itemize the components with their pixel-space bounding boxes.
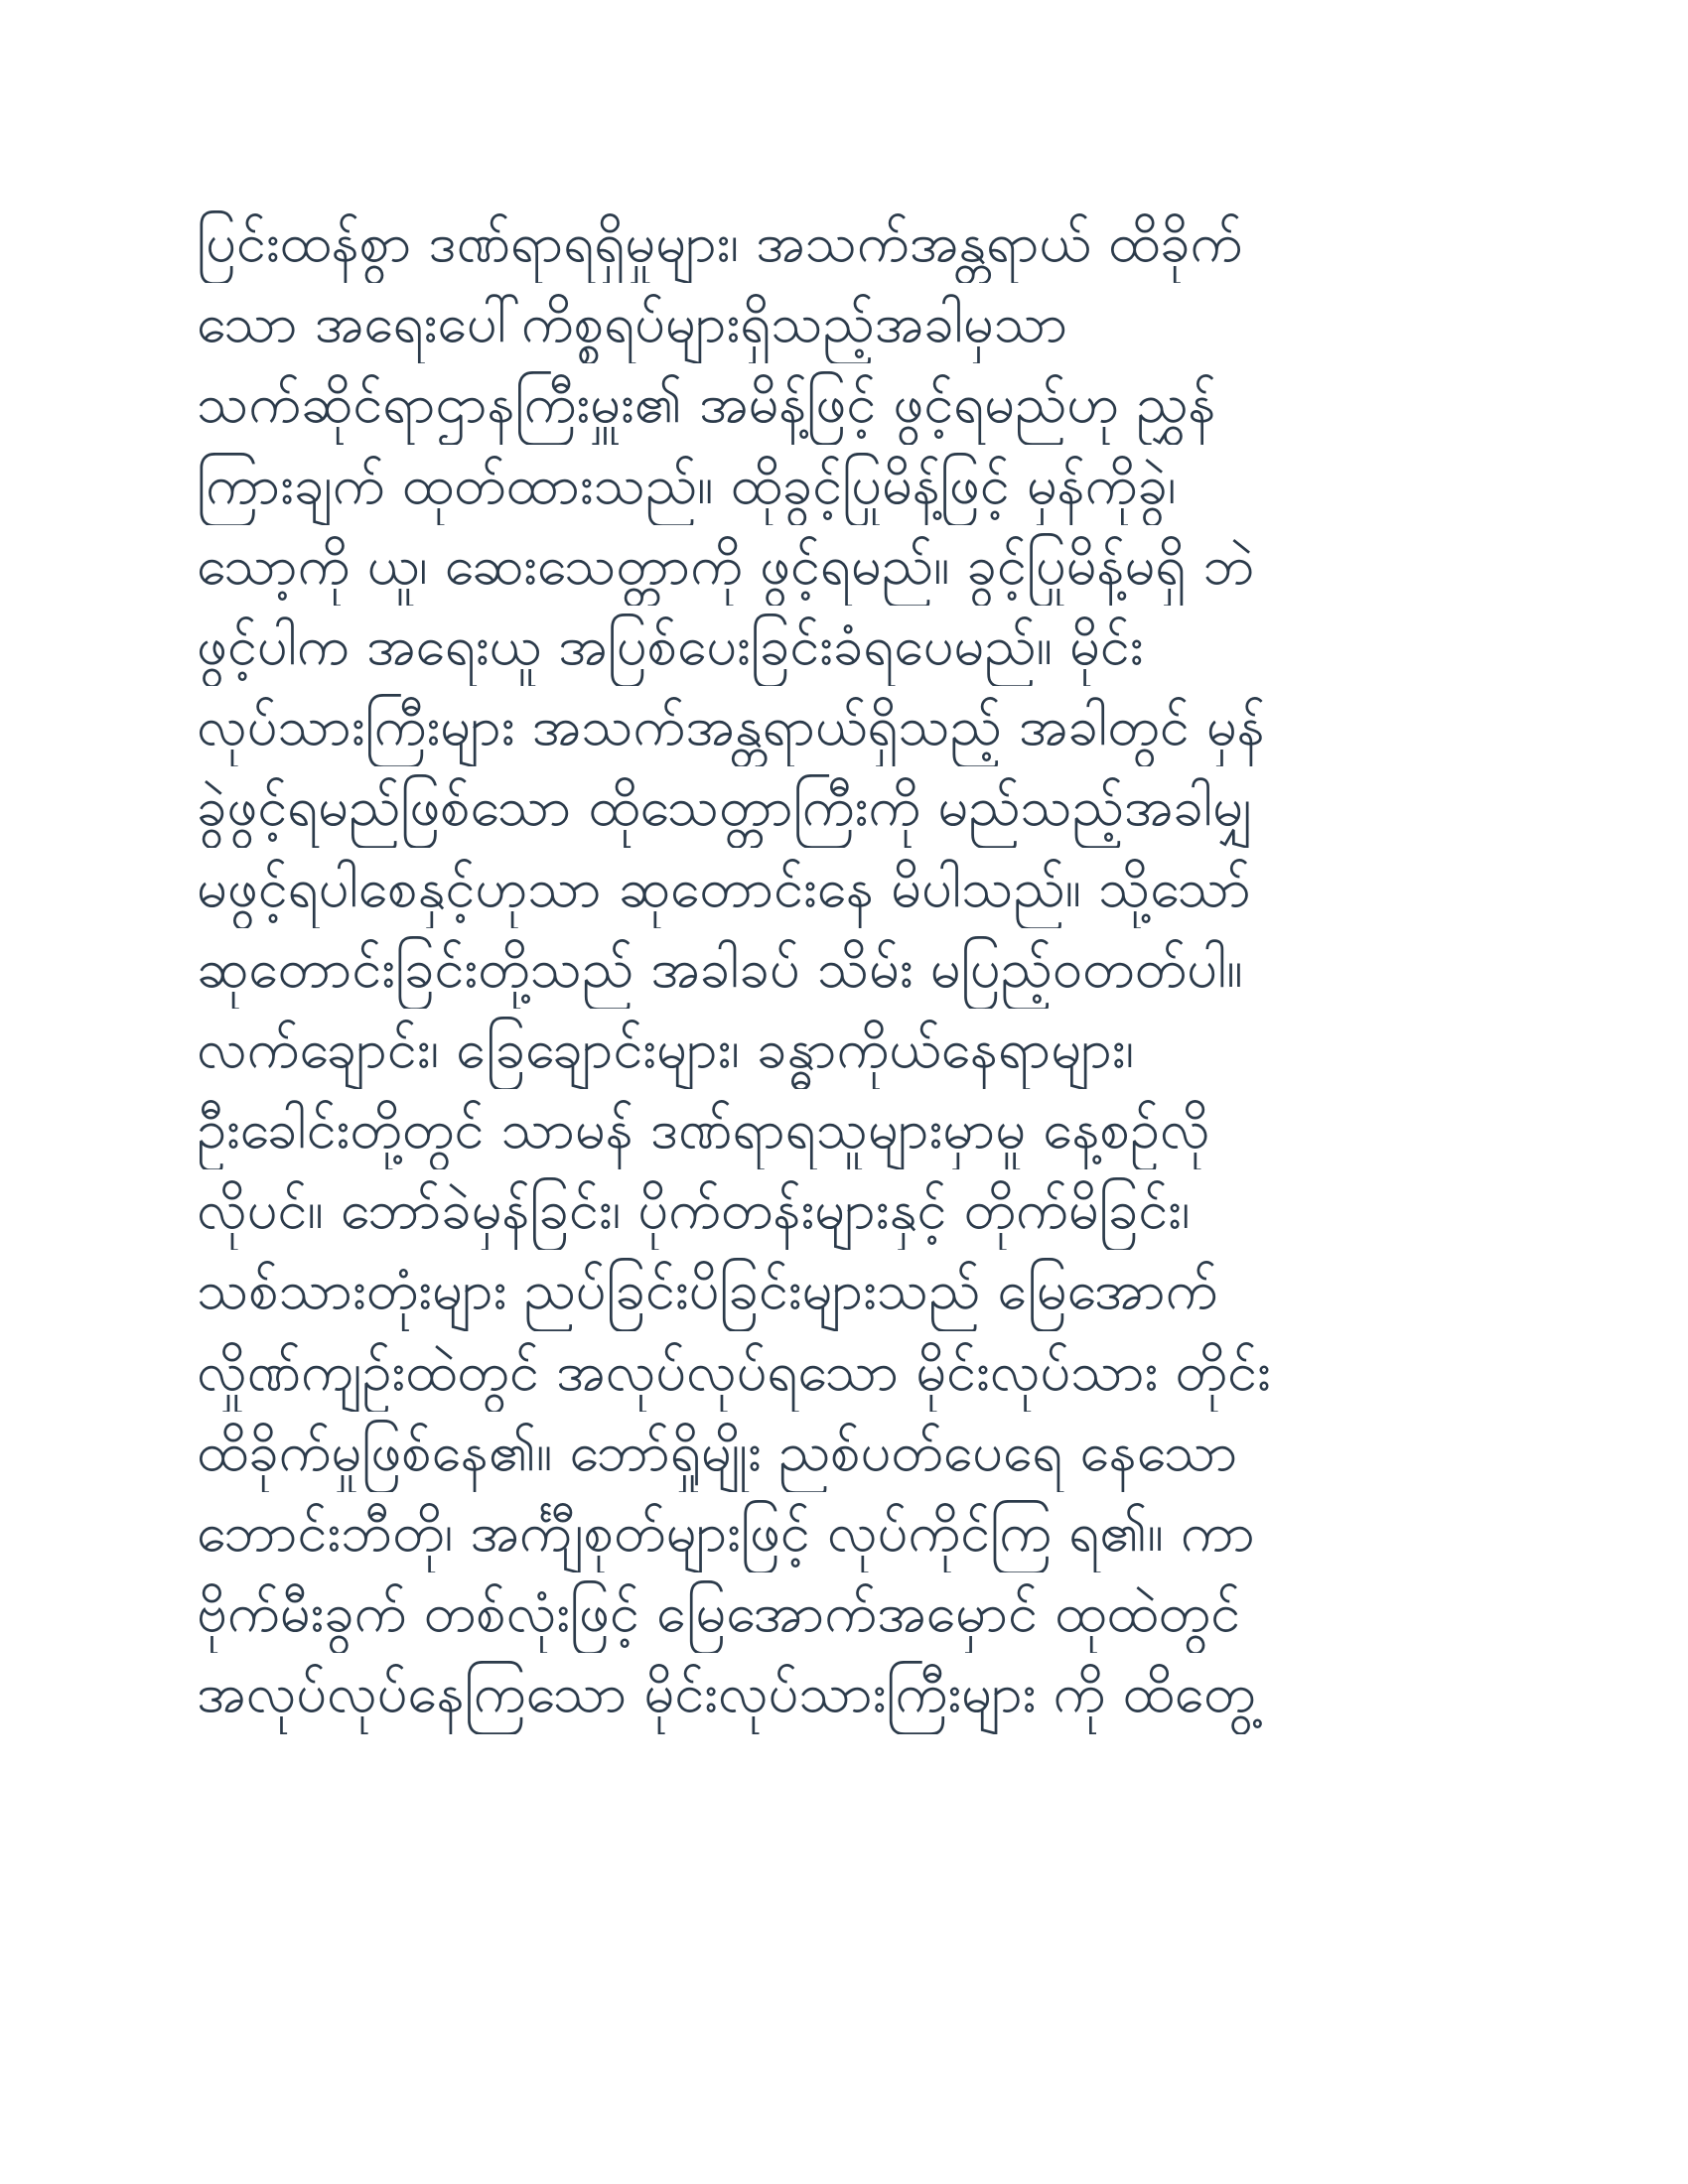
text-line: ဗိုက်မီးခွက် တစ်လုံးဖြင့် မြေအောက်အမှောင် ထုထဲတွင်: [197, 1581, 1241, 1645]
text-line: ဦးခေါင်းတို့တွင် သာမန် ဒဏ်ရာရသူများမှာမူ နေ့စဉ်လို: [197, 1098, 1210, 1161]
text-line: မဖွင့်ရပါစေနှင့်ဟုသာ ဆုတောင်းနေ မိပါသည်။ သို့သော်: [197, 856, 1251, 919]
text-line: လှိုဏ်ကျဉ်းထဲတွင် အလုပ်လုပ်ရသော မိုင်းလုပ်သား တိုင်း: [197, 1339, 1271, 1403]
text-line: ဖွင့်ပါက အရေးယူ အပြစ်ပေးခြင်းခံရပေမည်။ မိုင်း: [197, 614, 1144, 677]
text-line: အလုပ်လုပ်နေကြသော မိုင်းလုပ်သားကြီးများ ကို ထိတွေ့: [197, 1662, 1256, 1725]
text-line: လက်ချောင်း၊ ခြေချောင်းများ၊ ခန္ဓာကိုယ်နေရာများ၊: [197, 1017, 1135, 1080]
text-line: ဆုတောင်းခြင်းတို့သည် အခါခပ် သိမ်း မပြည့်ဝတတ်ပါ။: [197, 936, 1243, 1000]
text-line: ဘောင်းဘီတို၊ အင်္ကျီစုတ်များဖြင့် လုပ်ကိုင်ကြ ရ၏။ ကာ: [197, 1501, 1255, 1564]
text-line: လုပ်သားကြီးများ အသက်အန္တရာယ်ရှိသည့် အခါတွင် မှန်: [197, 695, 1265, 758]
text-line: သော အရေးပေါ်ကိစ္စရပ်များရှိသည့်အခါမှသာ: [197, 292, 1068, 355]
text-line: ပြင်းထန်စွာ ဒဏ်ရာရရှိမှုများ၊ အသက်အန္တရာယ် ထိခိုက်: [197, 211, 1243, 274]
text-line: ထိခိုက်မှုဖြစ်နေ၏။ ဘော်ရှိုမျိုး ညစ်ပတ်ပေရေ နေသော: [197, 1420, 1238, 1483]
text-line: သော့ကို ယူ၊ ဆေးသေတ္တာကို ဖွင့်ရမည်။ ခွင့်ပြုမိန့်မရှိ ဘဲ: [197, 533, 1255, 597]
text-line: သက်ဆိုင်ရာဌာနကြီးမှူး၏ အမိန့်ဖြင့် ဖွင့်ရမည်ဟု ညွှန်: [197, 372, 1216, 436]
body-paragraph: [197, 203, 1497, 1734]
text-line: သစ်သားတုံးများ ညပ်ခြင်းပိခြင်းများသည် မြေအောက်: [197, 1259, 1218, 1322]
text-line: လိုပင်။ ဘော်ခဲမှန်ခြင်း၊ ပိုက်တန်းများနှင့် တိုက်မိခြင်း၊: [197, 1178, 1191, 1242]
text-line: ကြားချက် ထုတ်ထားသည်။ ထိုခွင့်ပြုမိန့်ဖြင့် မှန်ကိုခွဲ၊: [197, 453, 1177, 516]
text-line: ခွဲဖွင့်ရမည်ဖြစ်သော ထိုသေတ္တာကြီးကို မည်သည့်အခါမျှ: [197, 775, 1254, 839]
